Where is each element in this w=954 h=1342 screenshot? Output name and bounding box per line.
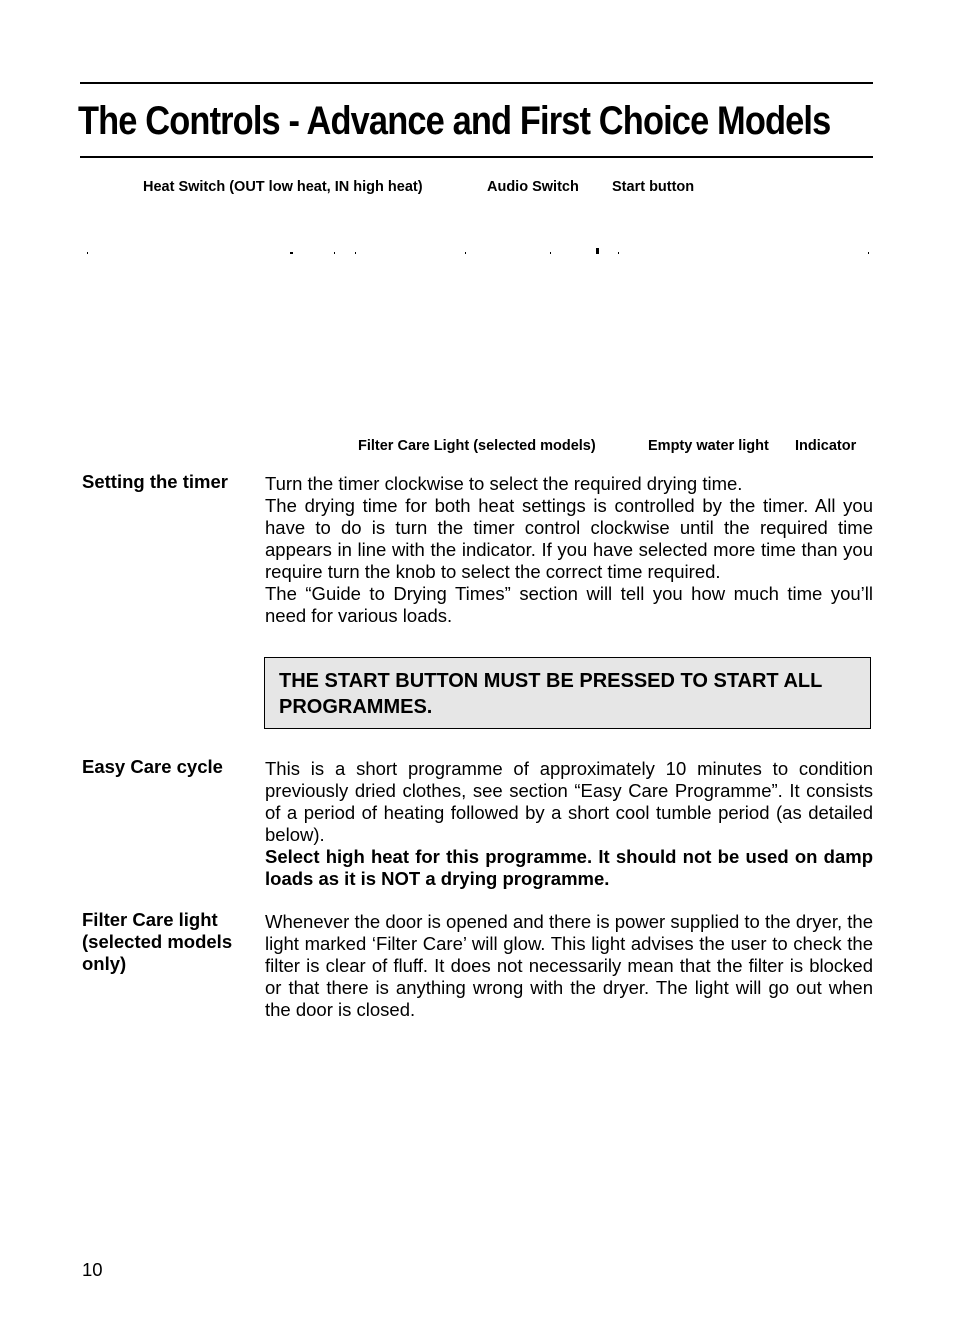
setting-timer-line: The “Guide to Drying Times” section will tell you how much time you’ll need for various loads. bbox=[265, 583, 873, 626]
easy-care-warning: Select high heat for this programme. It should not be used on damp loads as it is NOT a drying programme. bbox=[265, 846, 873, 889]
page-number: 10 bbox=[82, 1259, 103, 1280]
start-button-notice: THE START BUTTON MUST BE PRESSED TO START ALL PROGRAMMES. bbox=[264, 657, 871, 729]
easy-care-text bbox=[265, 758, 873, 890]
diagram-mark bbox=[334, 252, 335, 254]
diagram-mark bbox=[87, 252, 88, 254]
label-heat-switch: Heat Switch (OUT low heat, IN high heat) bbox=[143, 179, 423, 195]
label-filter-care-light: Filter Care Light (selected models) bbox=[358, 438, 596, 454]
label-empty-water-light: Empty water light bbox=[648, 438, 769, 454]
filter-care-text bbox=[265, 911, 873, 1021]
label-indicator: Indicator bbox=[795, 438, 857, 454]
diagram-mark bbox=[355, 252, 356, 254]
diagram-mark bbox=[550, 252, 551, 254]
label-audio-switch: Audio Switch bbox=[487, 179, 579, 195]
filter-care-heading: Filter Care light (selected models only) bbox=[82, 909, 233, 974]
label-start-button: Start button bbox=[612, 179, 695, 195]
setting-timer-text bbox=[265, 473, 873, 627]
title-rule bbox=[80, 156, 873, 158]
top-rule bbox=[80, 82, 873, 84]
page-title: The Controls - Advance and First Choice Models bbox=[78, 99, 831, 143]
setting-timer-line: Turn the timer clockwise to select the required drying time. bbox=[265, 473, 743, 494]
setting-timer-line: The drying time for both heat settings is controlled by the timer. All you have to do is turn the timer control clockwise until the required time appears in line with the indicator. If you have selected more time than you require turn the knob to select the correct time required. bbox=[265, 495, 873, 582]
diagram-mark bbox=[618, 252, 619, 254]
diagram-mark bbox=[868, 252, 869, 254]
diagram-mark bbox=[290, 252, 293, 254]
easy-care-body: This is a short programme of approximately 10 minutes to condition previously dried clothes, see section “Easy Care Programme”. It consists of a period of heating followed by a short cool tumble period (as detailed below). bbox=[265, 758, 873, 845]
diagram-mark bbox=[596, 248, 599, 254]
diagram-mark bbox=[465, 252, 466, 254]
filter-care-body: Whenever the door is opened and there is power supplied to the dryer, the light marked ‘Filter Care’ will glow. This light advises the user to check the filter is clear of fluff. It does not necessarily mean that the filter is blocked or that there is anything wrong with the dryer. The light will go out when the door is closed. bbox=[265, 911, 873, 1020]
easy-care-heading: Easy Care cycle bbox=[82, 756, 223, 777]
setting-timer-heading: Setting the timer bbox=[82, 471, 228, 492]
